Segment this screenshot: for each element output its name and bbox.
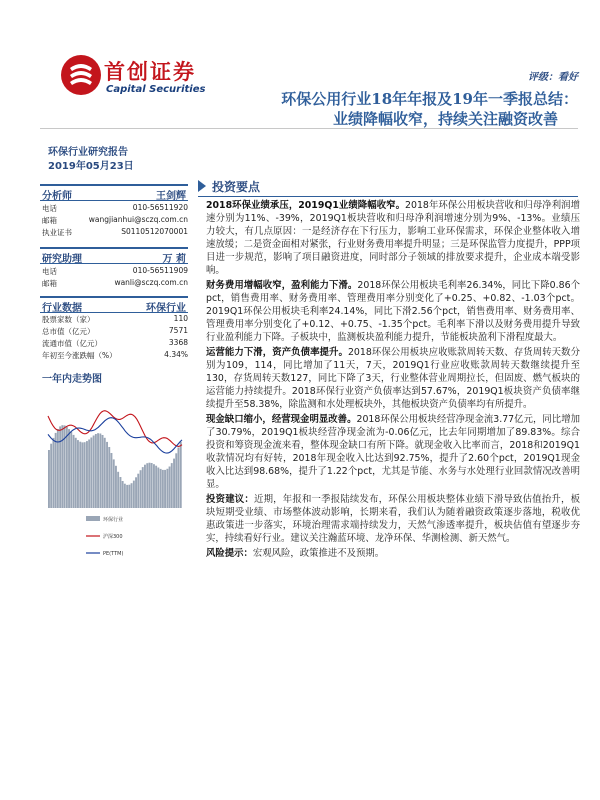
key-points-header: [198, 178, 578, 196]
industry-row: 总市值（亿元） 7571: [42, 326, 188, 336]
analyst-name: 王剑辉: [156, 191, 186, 202]
assistant-name: 万 莉: [162, 254, 186, 265]
pe-bar: [84, 442, 86, 508]
logo-english-text: Capital Securities: [106, 84, 206, 95]
report-title-line1: 环保公用行业18年年报及19年一季报总结：: [281, 90, 578, 108]
paragraph: 风险提示：宏观风险，政策推进不及预期。: [206, 548, 385, 559]
industry-data-label: 行业数据: [42, 303, 82, 314]
pe-bar: [113, 459, 115, 508]
legend-label: 沪深300: [103, 534, 123, 540]
report-type: 环保行业研究报告: [48, 147, 128, 158]
pe-bar: [180, 442, 182, 508]
paragraph: 运营能力下滑，资产负债率提升。2018环保公用板块应收账款周转天数、存货周转天数分别为109，114，同比增加了11天，7天，2019Q1行业应收账款周转天数继续提升至130，存货周转天数127，同比下降了3天，行业整体营业周期拉长，但固废、燃气板块的运营能力持续提升。2018环保行业资产负债率达到57.67%，2019Q1板块资产负债率继续提升至58.38%，除监测和水处理板块外，其他板块资产负债率均有所提升。: [206, 347, 580, 410]
report-date: 2019年05月23日: [48, 161, 134, 172]
analyst-label: 分析师: [42, 191, 72, 202]
chart-legend: [86, 516, 123, 557]
pe-bar: [95, 434, 97, 508]
pe-bar: [111, 453, 113, 508]
pe-bar: [137, 474, 139, 508]
report-title-line2: 业绩降幅收窄，持续关注融资改善: [332, 110, 558, 128]
key-points-body: [206, 199, 580, 562]
pe-bar: [164, 470, 166, 508]
pe-bar: [131, 483, 133, 508]
pe-bar: [108, 447, 110, 508]
company-logo: [60, 52, 206, 104]
pe-bar: [53, 438, 55, 508]
pe-bar: [173, 459, 175, 508]
pe-bar: [178, 448, 180, 509]
one-year-trend-chart: [40, 386, 190, 581]
pe-bar: [106, 442, 108, 508]
pe-bar: [68, 429, 70, 508]
pe-bar: [124, 484, 126, 508]
pe-bar: [171, 463, 173, 508]
industry-row: 年初至今涨跌幅（%） 4.34%: [42, 350, 188, 360]
pe-bar: [50, 444, 52, 508]
pe-bar: [122, 481, 124, 508]
rating-label: 评级：看好: [528, 72, 578, 83]
paragraph: 现金缺口缩小，经营现金明显改善。2018环保公用板块经营净现金流3.77亿元，同比增加了30.79%，2019Q1板块经营净现金流为-0.06亿元，比去年同期增加了89.83%。综合投资和筹资现金流来看，整体现金缺口有所下降。就现金收入比率而言，2018和2019Q1收款情况均有好转，2018年现金收入比达到92.75%，提升了2.60个pct，2019Q1现金收入比达到98.68%，提升了1.22个pct，尤其是节能、水务与水处理行业回款情况改善明显。: [206, 414, 580, 490]
pe-bar: [126, 485, 128, 508]
pe-bar: [97, 433, 99, 508]
industry-data-header: [40, 296, 188, 313]
pe-bar: [160, 469, 162, 508]
assistant-header: [40, 247, 188, 264]
pe-bar: [61, 425, 63, 508]
pe-bar: [86, 441, 88, 508]
assistant-label: 研究助理: [42, 254, 82, 265]
csi300-line: [48, 418, 182, 453]
pe-bar: [104, 438, 106, 508]
pe-bar: [79, 442, 81, 508]
header-divider: [40, 128, 578, 129]
pe-bar: [75, 438, 77, 508]
pe-bar: [48, 450, 50, 508]
pe-bar: [102, 435, 104, 508]
pe-bar: [149, 463, 151, 508]
pe-bar: [77, 440, 79, 508]
analyst-email-row: 邮箱 wangjianhui@sczq.com.cn: [42, 215, 188, 225]
pe-bar: [151, 463, 153, 508]
pe-bar: [66, 427, 68, 508]
pe-bar: [162, 470, 164, 508]
pe-bar: [142, 467, 144, 508]
pe-bar: [55, 433, 57, 508]
industry-row: 股票家数（家） 110: [42, 314, 188, 324]
industry-row: 流通市值（亿元） 3368: [42, 338, 188, 348]
analyst-phone-row: 电话 010-56511920: [42, 203, 188, 213]
pe-bar: [88, 440, 90, 509]
assistant-email-row: 邮箱 wanli@sczq.com.cn: [42, 278, 188, 288]
pe-bar: [140, 470, 142, 508]
pe-bar: [146, 463, 148, 508]
pe-bar: [93, 436, 95, 509]
trend-chart-title: 一年内走势图: [42, 374, 102, 385]
pe-bar: [115, 466, 117, 508]
paragraph: 投资建议：近期，年报和一季报陆续发布，环保公用板块整体业绩下滑导致估值抬升，板块短期受业绩、市场整体波动影响，长期来看，我们认为随着融资政策逐步落地，税收优惠政策进一步落实，环境治理需求端持续发力，天然气渗透率提升，板块估值有望逐步夯实，持续看好行业。建议关注瀚蓝环境、龙净环保、华测检测、新天然气。: [206, 494, 580, 544]
paragraph: 财务费用增幅收窄，盈利能力下滑。2018环保公用板块毛利率26.34%，同比下降0.86个pct，销售费用率、财务费用率、管理费用率分别变化了+0.25、+0.82、-1.03个pct。2019Q1环保公用板块毛利率24.14%，同比下滑2.56个pct，销售费用率、财务费用率、管理费用率分别变化了+0.12、+0.75、-1.35个pct。毛利率下滑以及财务费用提升导致行业盈利能力下降。子板块中，监测板块盈利能力提升，节能板块盈利下滑程度最大。: [206, 280, 580, 343]
assistant-phone-row: 电话 010-56511909: [42, 266, 188, 276]
pe-bar: [128, 485, 130, 508]
triangle-bullet-icon: [198, 180, 206, 192]
pe-bar: [117, 472, 119, 508]
logo-chinese-text: 首创证券: [104, 59, 196, 84]
legend-swatch-bar: [86, 516, 100, 521]
pe-bar: [153, 464, 155, 508]
pe-bar: [144, 465, 146, 508]
pe-bar: [133, 481, 135, 508]
key-points-title: 投资要点: [212, 180, 261, 194]
pe-bar: [57, 429, 59, 508]
analyst-header: [40, 184, 188, 201]
pe-bar: [135, 477, 137, 508]
pe-bar: [166, 469, 168, 508]
pe-bar: [82, 442, 84, 508]
pe-bar: [175, 453, 177, 508]
pe-bar: [155, 466, 157, 508]
key-points-divider: [198, 196, 578, 197]
legend-label: 环保行业: [103, 517, 124, 523]
environmental-industry-line: [48, 411, 182, 447]
pe-bar: [120, 477, 122, 508]
legend-label: PE(TTM): [103, 551, 124, 557]
pe-bar: [59, 426, 61, 508]
industry-name: 环保行业: [146, 303, 186, 314]
pe-bar: [73, 435, 75, 508]
capital-securities-logo-icon: [60, 54, 102, 96]
pe-bar: [70, 432, 72, 508]
analyst-license-row: 执业证书 S0110512070001: [42, 227, 188, 237]
paragraph: 2018环保业绩承压，2019Q1业绩降幅收窄。2018年环保公用板块营收和归母净利润增速分别为11%、-39%，2019Q1板块营收和归母净利润增速分别为9%、-13%。业绩压力较大，有几点原因：一是经济存在下行压力，影响工业环保需求，环保企业整体收入增速放缓；二是资金面相对紧张，行业财务费用率提升明显；三是环保监管力度提升，PPP项目进一步规范，影响了项目融资进度，同时部分子领域的排放要求提升，企业成本端受影响。: [206, 200, 580, 276]
pe-bar: [169, 467, 171, 509]
pe-bar: [157, 468, 159, 509]
pe-bar: [99, 434, 101, 509]
pe-bar: [90, 438, 92, 509]
